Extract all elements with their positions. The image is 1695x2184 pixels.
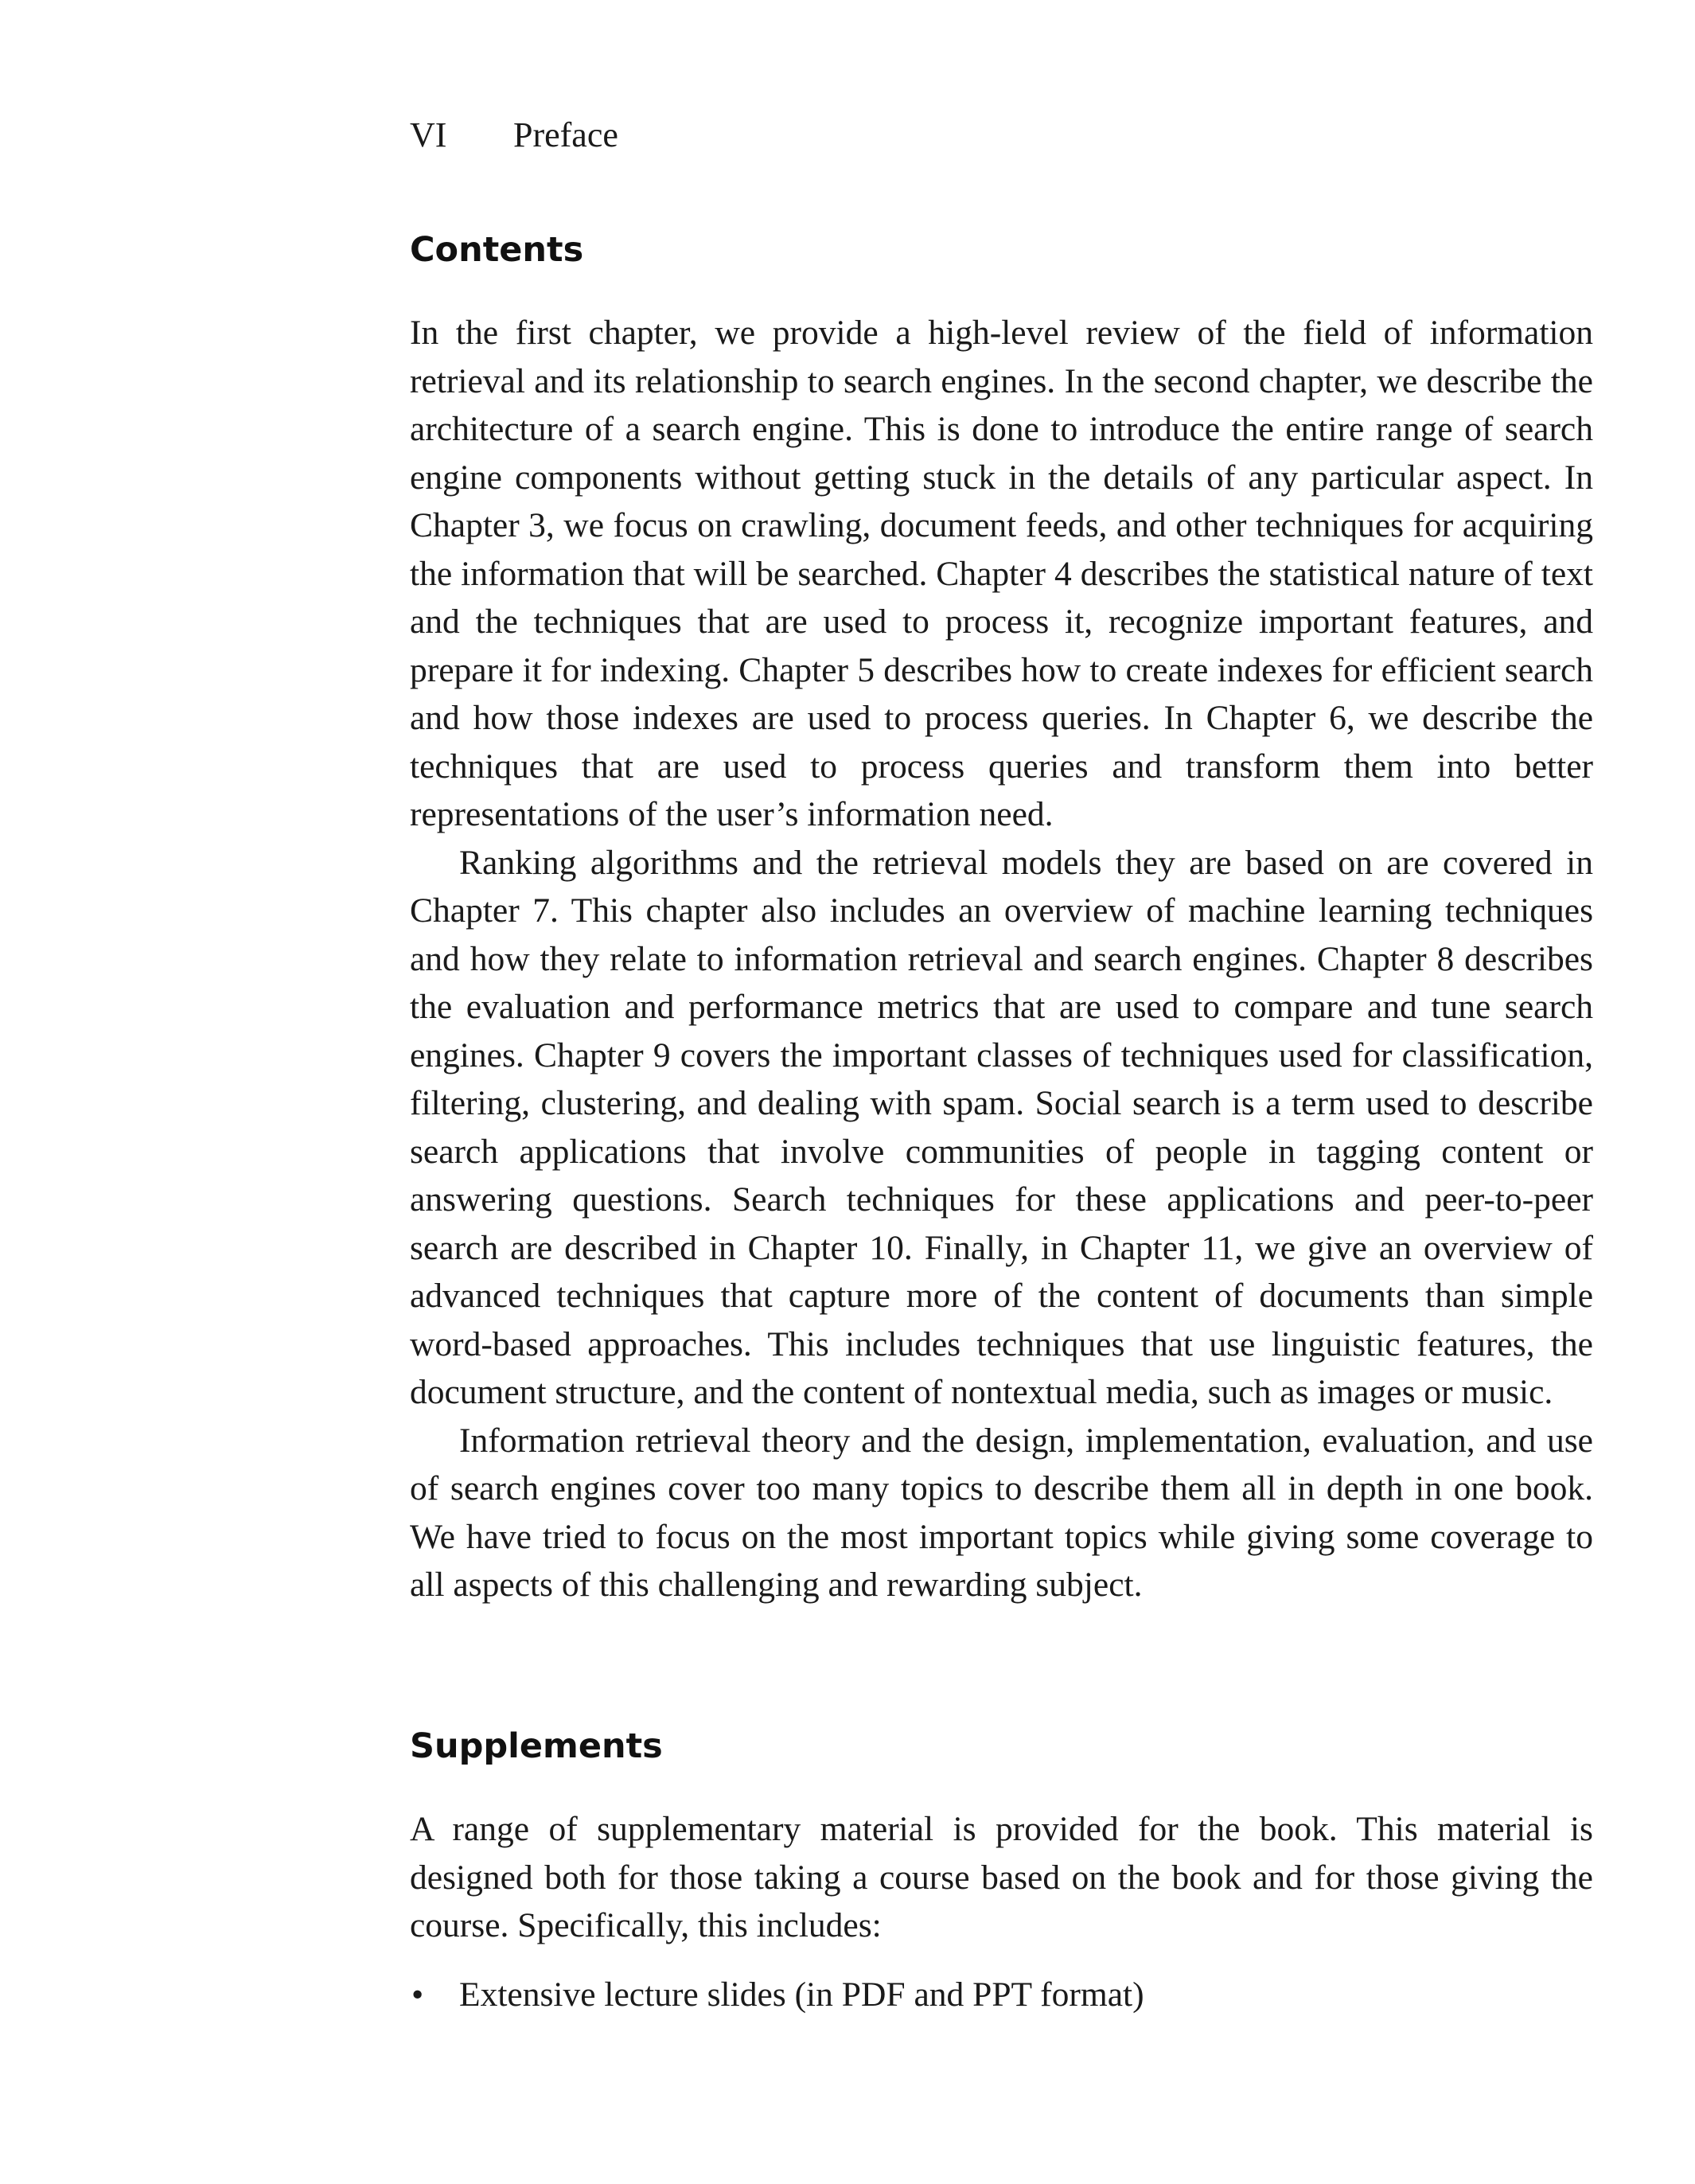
contents-paragraph-3: Information retrieval theory and the design, implementation, evaluation, and use of search engines cover too many topics to describe them all in depth in one book. We have tried to focus on the most important topics while giving some coverage to all aspects of this challenging and rewarding subject. [410, 1421, 1593, 1604]
contents-paragraph-1: In the first chapter, we provide a high-level review of the field of information retrieval and its relationship to search engines. In the second chapter, we describe the architecture of a search engine. This is done to introduce the entire range of search engine components without getting stuck in the details of any particular aspect. In Chapter 3, we focus on crawling, document feeds, and other techniques for acquiring the information that will be searched. Chapter 4 describes the statistical nature of text and the techniques that are used to process it, recognize important features, and prepare it for indexing. Chapter 5 describes how to create indexes for efficient search and how those indexes are used to process queries. In Chapter 6, we describe the techniques that are used to process queries and transform them into better representations of the user’s information need. [410, 314, 1593, 833]
page-number: VI [410, 115, 447, 154]
supplements-section [410, 1805, 1593, 2018]
contents-heading: Contents [410, 230, 584, 270]
supplements-heading: Supplements [410, 1726, 663, 1766]
supplements-intro: A range of supplementary material is provided for the book. This material is designed both for those taking a course based on the book and for those giving the course. Specifically, this includes: [410, 1810, 1593, 1944]
running-head [410, 111, 618, 159]
running-head-title: Preface [513, 115, 618, 154]
contents-paragraph-2: Ranking algorithms and the retrieval models they are based on are covered in Chapter 7. This chapter also includes an overview of machine learning techniques and how they relate to information retrieval and search engines. Chapter 8 describes the evaluation and performance metrics that are used to compare and tune search engines. Chapter 9 covers the important classes of techniques used for classification, filtering, clustering, and dealing with spam. Social search is a term used to describe search applications that involve communities of people in tagging content or answering questions. Search techniques for these applications and peer-to-peer search are described in Chapter 10. Finally, in Chapter 11, we give an overview of advanced techniques that capture more of the content of documents than simple word-based approaches. This includes techniques that use linguistic features, the document structure, and the content of nontextual media, such as images or music. [410, 843, 1593, 1411]
supplements-list [410, 1971, 1593, 2019]
contents-section [410, 309, 1593, 1609]
supplements-list-item: • Extensive lecture slides (in PDF and PPT format) [410, 1971, 1593, 2019]
